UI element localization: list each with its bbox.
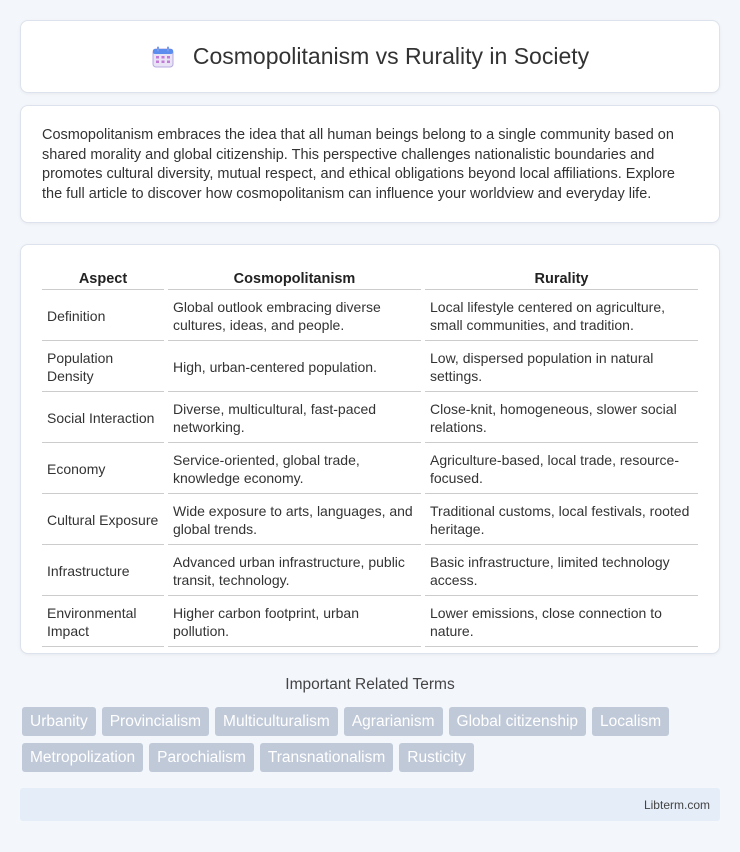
column-header-aspect: Aspect — [42, 267, 164, 290]
related-term-tag[interactable]: Multiculturalism — [215, 707, 338, 736]
cell-aspect: Social Interaction — [42, 394, 164, 443]
intro-text: Cosmopolitanism embraces the idea that all human beings belong to a single community based on shared morality and global citizenship. This perspective challenges nationalistic boundaries and promotes cultural diversity, mutual respect, and ethical obligations beyond local affiliations. Explore the full article to discover how cosmopolitanism can influence your worldview and everyday life. — [42, 127, 675, 202]
column-header-rurality: Rurality — [425, 267, 698, 290]
table-row — [42, 598, 698, 647]
cell-rurality: Basic infrastructure, limited technology access. — [425, 547, 698, 596]
related-term-tag[interactable]: Provincialism — [102, 707, 209, 736]
page-title: Cosmopolitanism vs Rurality in Society — [192, 43, 590, 69]
related-term-tag[interactable]: Transnationalism — [260, 743, 393, 772]
related-term-tag[interactable]: Agrarianism — [344, 707, 443, 736]
cell-aspect: Definition — [42, 292, 164, 341]
related-terms-list — [22, 707, 722, 772]
table-header-row — [42, 267, 698, 290]
header-card — [20, 20, 720, 93]
footer-site-link[interactable]: Libterm.com — [643, 798, 710, 812]
cell-cosmopolitanism: Advanced urban infrastructure, public transit, technology. — [168, 547, 421, 596]
table-row — [42, 445, 698, 494]
calendar-icon — [151, 45, 175, 69]
related-term-tag[interactable]: Rusticity — [399, 743, 474, 772]
related-term-tag[interactable]: Parochialism — [149, 743, 254, 772]
column-header-cosmopolitanism: Cosmopolitanism — [168, 267, 421, 290]
cell-aspect: Cultural Exposure — [42, 496, 164, 545]
cell-aspect: Economy — [42, 445, 164, 494]
cell-cosmopolitanism: Higher carbon footprint, urban pollution. — [168, 598, 421, 647]
table-row — [42, 292, 698, 341]
table-row — [42, 394, 698, 443]
cell-cosmopolitanism: High, urban-centered population. — [168, 343, 421, 392]
comparison-table — [38, 265, 702, 649]
cell-cosmopolitanism: Service-oriented, global trade, knowledge economy. — [168, 445, 421, 494]
intro-card — [20, 105, 720, 223]
cell-rurality: Lower emissions, close connection to nature. — [425, 598, 698, 647]
related-term-tag[interactable]: Global citizenship — [449, 707, 586, 736]
comparison-table-card — [20, 244, 720, 654]
related-terms-heading: Important Related Terms — [285, 676, 455, 693]
footer — [20, 788, 720, 821]
cell-aspect: Infrastructure — [42, 547, 164, 596]
table-row — [42, 496, 698, 545]
table-row — [42, 547, 698, 596]
cell-cosmopolitanism: Diverse, multicultural, fast-paced networking. — [168, 394, 421, 443]
table-row — [42, 343, 698, 392]
cell-aspect: Environmental Impact — [42, 598, 164, 647]
related-term-tag[interactable]: Localism — [592, 707, 669, 736]
cell-rurality: Low, dispersed population in natural settings. — [425, 343, 698, 392]
cell-rurality: Local lifestyle centered on agriculture, small communities, and tradition. — [425, 292, 698, 341]
related-term-tag[interactable]: Metropolization — [22, 743, 143, 772]
cell-cosmopolitanism: Global outlook embracing diverse cultures, ideas, and people. — [168, 292, 421, 341]
cell-cosmopolitanism: Wide exposure to arts, languages, and global trends. — [168, 496, 421, 545]
cell-rurality: Agriculture-based, local trade, resource-focused. — [425, 445, 698, 494]
cell-aspect: Population Density — [42, 343, 164, 392]
cell-rurality: Traditional customs, local festivals, rooted heritage. — [425, 496, 698, 545]
cell-rurality: Close-knit, homogeneous, slower social relations. — [425, 394, 698, 443]
related-term-tag[interactable]: Urbanity — [22, 707, 96, 736]
